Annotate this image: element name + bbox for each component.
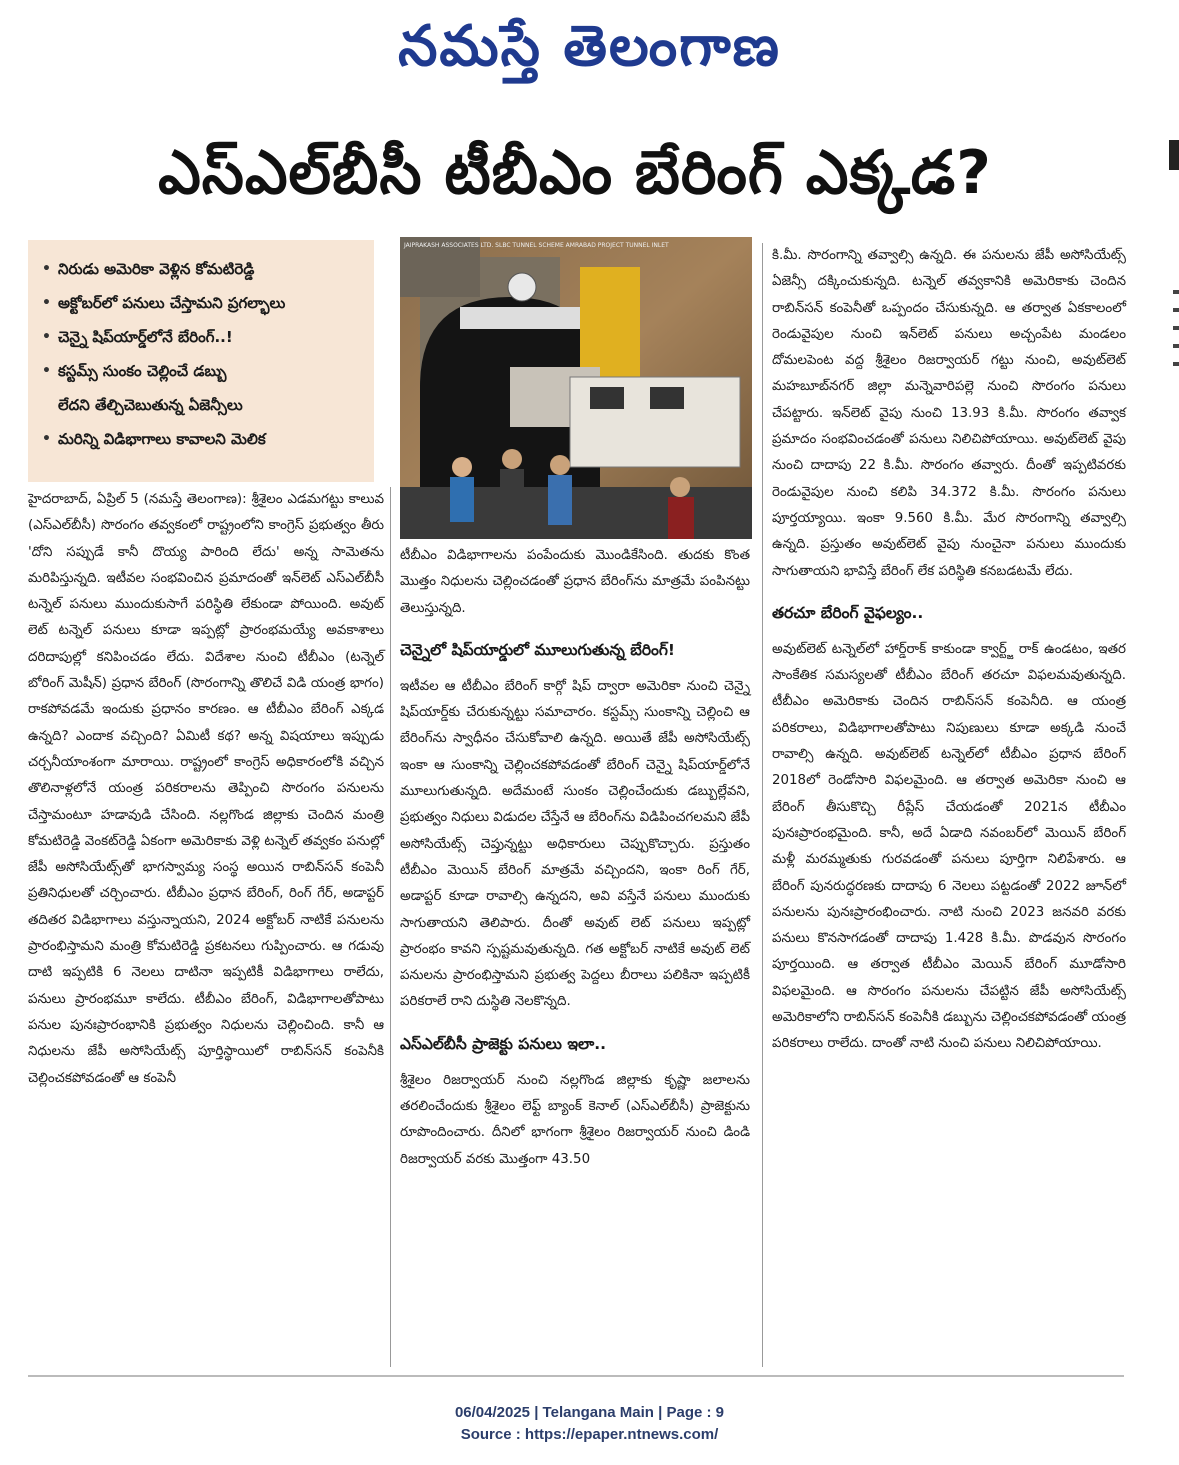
article-paragraph: శ్రీశైలం రిజర్వాయర్ నుంచి నల్లగొండ జిల్లాకు కృష్ణా జలాలను తరలించేందుకు శ్రీశైలం లెఫ్ట్ బ్యాంక్ కెనాల్ (ఎస్‌ఎల్‌బీసీ) ప్రాజెక్టును రూపొందించారు. దీనిలో భాగంగా శ్రీశైలం రిజర్వాయర్ నుంచి డిండి రిజర్వాయర్ వరకు మొత్తంగా 43.50 xyxy=(400,1072,750,1167)
section-subhead: చెన్నైలో షిప్‌యార్డులో మూలుగుతున్న బేరింగ్! xyxy=(400,640,675,659)
tunnel-photo xyxy=(400,237,752,539)
person xyxy=(452,457,472,477)
highlight-item xyxy=(42,286,364,320)
highlight-text: నిరుడు అమెరికా వెళ్లిన కోమటిరెడ్డి xyxy=(58,260,255,278)
article-paragraph: హైదరాబాద్, ఏప్రిల్ 5 (నమస్తే తెలంగాణ): శ్రీశైలం ఎడమగట్టు కాలువ (ఎస్‌ఎల్‌బీసీ) సొరంగం తవ్వకంలో రాష్ట్రంలోని కాంగ్రెస్ ప్రభుత్వం తీరు 'దోని సప్పుడే కానీ దొయ్య పారింది లేదు' అన్న సామెతను మరిపిస్తున్నది. ఇటీవల సంభవించిన ప్రమాదంతో ఇన్‌లెట్ ఎస్‌ఎల్‌బీసీ టన్నెల్ పనులు ముందుకుసాగే పరిస్థితి లేకుండా పోయింది. అవుట్ లెట్ టన్నెల్ పనులు కూడా ఇప్పట్లో ప్రారంభమయ్యే అవకాశాలు దరిదాపుల్లో కనిపించడం లేదు. విదేశాల నుంచి టీబీఎం (టన్నెల్ బోరింగ్ మెషీన్) ప్రధాన బేరింగ్ (సొరంగాన్ని తొలిచే విడి యంత్ర భాగం) రాకపోవడమే ఇందుకు ప్రధానం కారణం. ఆ టీబీఎం బేరింగ్ ఎక్కడ ఉన్నది? ఎందాక వచ్చింది? ఏమిటీ కథ? అన్న విషయాలు ఇప్పుడు చర్చనీయాంశంగా మారాయి. రాష్ట్రంలో కాంగ్రెస్ అధికారంలోకి వచ్చిన తొలినాళ్లలోనే యంత్ర పరికరాలను తెప్పించి సొరంగం పనులను చేస్తామంటూ హడావుడి చేసింది. నల్లగొండ జిల్లాకు చెందిన మంత్రి కోమటిరెడ్డి వెంకట్‌రెడ్డి ఏకంగా అమెరికాకు వెళ్లి టన్నెల్ తవ్వకం పనుల్లో జేపీ అసోసియేట్స్‌తో భాగస్వామ్య సంస్థ అయిన రాబిన్‌సన్ కంపెనీ ప్రతినిధులతో చర్చించారు. టీబీఎం ప్రధాన బేరింగ్, రింగ్ గేర్, అడాప్టర్ తదితర విడిభాగాలు వస్తున్నాయని, 2024 అక్టోబర్ నాటికే పనులను ప్రారంభిస్తామని మంత్రి కోమటిరెడ్డి ప్రకటనలు గుప్పించారు. ఆ గడువు దాటి ఇప్పటికి 6 నెలలు దాటినా ఇప్పటికీ విడిభాగాలు రాలేదు, పనులు ప్రారంభమూ కాలేదు. టీబీఎం బేరింగ్, విడిభాగాలతోపాటు పనుల పునఃప్రారంభానికి ప్రభుత్వం నిధులను చెల్లించింది. కానీ ఆ నిధులను జేపీ అసోసియేట్స్ పూర్తిస్థాయిలో రాబిన్‌సన్ కంపెనీకి చెల్లించకపోవడంతో ఆ కంపెనీ xyxy=(28,492,384,1086)
highlights-box xyxy=(28,240,374,482)
masthead-logo: నమస్తే తెలంగాణ xyxy=(398,13,781,79)
loco-window xyxy=(650,387,684,409)
column-rule xyxy=(390,487,391,1367)
person xyxy=(670,477,690,497)
tunnel-photo-illustration xyxy=(400,237,752,539)
highlight-text: కస్టమ్స్ సుంకం చెల్లించే డబ్బు లేదని తేల్చిచెబుతున్న ఏజెన్సీలు xyxy=(58,362,243,414)
person xyxy=(668,497,694,539)
person xyxy=(500,469,524,519)
article-column-2 xyxy=(400,543,750,1173)
highlight-item xyxy=(42,320,364,354)
column-rule xyxy=(762,243,763,1367)
person xyxy=(502,449,522,469)
highlight-text: మరిన్ని విడిభాగాలు కావాలని మెలిక xyxy=(58,430,266,448)
highlight-item xyxy=(42,252,364,286)
footer-divider xyxy=(28,1375,1124,1377)
article-paragraph: టీబీఎం విడిభాగాలను పంపేందుకు మొండికేసింది. తుదకు కొంత మొత్తం నిధులను చెల్లించడంతో ప్రధాన బేరింగ్‌ను మాత్రమే పంపినట్టు తెలుస్తున్నది. xyxy=(400,548,750,616)
highlight-item xyxy=(42,354,364,422)
article-paragraph: ఇటీవల ఆ టీబీఎం బేరింగ్ కార్గో షిప్ ద్వారా అమెరికా నుంచి చెన్నై షిప్‌యార్డ్‌కు చేరుకున్నట్టు సమాచారం. కస్టమ్స్ సుంకాన్ని చెల్లించి ఆ బేరింగ్‌ను స్వాధీనం చేసుకోవాలి ఉన్నది. అయితే జేపీ అసోసియేట్స్ ఇంకా ఆ సుంకాన్ని చెల్లించకపోవడంతో బేరింగ్ చెన్నై షిప్‌యార్డ్‌లోనే మూలుగుతున్నది. అదేమంటే సుంకం చెల్లించేందుకు డబ్బుల్లేవని, ప్రభుత్వం నిధులు విడుదల చేస్తేనే ఆ బేరింగ్‌ను విడిపించగలమని జేపీ అసోసియేట్స్ చెప్తున్నట్టు అధికారులు చెప్పుకొచ్చారు. ప్రస్తుతం టీబీఎం మెయిన్ బేరింగ్ మాత్రమే వచ్చిందని, ఇంకా రింగ్ గేర్, అడాప్టర్ కూడా రావాల్సి ఉన్నదని, అవి వస్తేనే పనులు ముందుకు సాగుతాయని తెలిపారు. దీంతో అవుట్ లెట్ పనులు ఇప్పట్లో ప్రారంభం కావని స్పష్టమవుతున్నది. గత అక్టోబర్ నాటికే అవుట్ లెట్ పనులను ప్రారంభిస్తామని ప్రభుత్వ పెద్దలు బీరాలు పలికినా ఇప్పటికీ పరికరాలే రాని దుస్థితి నెలకొన్నది. xyxy=(400,678,750,1010)
bullet-icon: • xyxy=(42,261,51,277)
headline: ఎస్‌ఎల్‌బీసీ టీబీఎం బేరింగ్ ఎక్కడ? xyxy=(158,138,992,208)
adjacent-article-edge xyxy=(1169,140,1179,170)
highlight-text: అక్టోబర్‌లో పనులు చేస్తామని ప్రగల్భాలు xyxy=(58,294,286,312)
highlight-text: చెన్నై షిప్‌యార్డ్‌లోనే బేరింగ్..! xyxy=(58,328,233,346)
article-column-3 xyxy=(772,243,1126,1058)
bullet-icon: • xyxy=(42,431,51,447)
person xyxy=(550,455,570,475)
person xyxy=(548,475,572,525)
bullet-icon: • xyxy=(42,363,51,379)
bullet-icon: • xyxy=(42,329,51,345)
loco-window xyxy=(590,387,624,409)
footer-date-page: 06/04/2025 | Telangana Main | Page : 9 xyxy=(454,1404,725,1421)
bullet-icon: • xyxy=(42,295,51,311)
article-column-1 xyxy=(28,487,384,1092)
highlight-item xyxy=(42,422,364,456)
ventilation-fan xyxy=(508,273,536,301)
person xyxy=(450,477,474,522)
article-paragraph: అవుట్‌లెట్ టన్నెల్‌లో హార్డ్‌రాక్ కాకుండా క్వార్ట్జ్ రాక్ ఉండటం, ఇతర సాంకేతిక సమస్యలతో టీబీఎం బేరింగ్ తరచూ విఫలమవుతున్నది. టీబీఎం అమెరికాకు చెందిన రాబిన్‌సన్ కంపెనీది. ఆ యంత్ర పరికరాలు, విడిభాగాలతోపాటు నిపుణులు కూడా అక్కడి నుంచే రావాల్సి ఉన్నది. అవుట్‌లెట్ టన్నెల్‌లో టీబీఎం ప్రధాన బేరింగ్ 2018లో రెండోసారి విఫలమైంది. ఆ తర్వాత అమెరికా నుంచి ఆ బేరింగ్ తీసుకొచ్చి రీప్లేస్ చేయడంతో 2021న టీబీఎం పునఃప్రారంభమైంది. కానీ, అదే ఏడాది నవంబర్‌లో మెయిన్ బేరింగ్ మళ్లీ మరమ్మతుకు గురవడంతో పనులు పూర్తిగా నిలిపేశారు. ఆ బేరింగ్ పునరుద్ధరణకు దాదాపు 6 నెలలు పట్టడంతో 2022 జూన్‌లో పనులను పునఃప్రారంభించారు. నాటి నుంచి 2023 జనవరి వరకు పనులు కొనసాగడంతో దాదాపు 1.428 కి.మీ. పొడవున సొరంగం పూర్తయింది. ఆ తర్వాత టీబీఎం మెయిన్ బేరింగ్ మూడోసారి విఫలమైంది. ఆ సొరంగం పనులను చేపట్టిన జేపీ అసోసియేట్స్ అమెరికాలోని రాబిన్‌సన్ కంపెనీకి డబ్బును చెల్లించకపోవడంతో యంత్ర పరికరాలు రాలేదు. దాంతో నాటి నుంచి పనులు నిలిచిపోయాయి. xyxy=(772,641,1126,1052)
article-paragraph: కి.మీ. సొరంగాన్ని తవ్వాల్సి ఉన్నది. ఈ పనులను జేపీ అసోసియేట్స్ ఏజెన్సీ దక్కించుకున్నది. టన్నెల్ తవ్వకానికి అమెరికాకు చెందిన రాబిన్‌సన్ కంపెనీతో ఒప్పందం చేసుకున్నది. ఆ తర్వాత ఏకకాలంలో రెండువైపుల నుంచి ఇన్‌లెట్ పనులు అచ్చంపేట మండలం దోమలపెంట వద్ద శ్రీశైలం రిజర్వాయర్ గట్టు నుంచి, అవుట్‌లెట్ మహబూబ్‌నగర్ జిల్లా మన్నెవారిపల్లె నుంచి సొరంగం పనులు చేపట్టారు. ఇన్‌లెట్ వైపు నుంచి 13.93 కి.మీ. సొరంగం తవ్వాక ప్రమాదం సంభవించడంతో పనులు నిలిచిపోయాయి. అవుట్‌లెట్ వైపు నుంచి దాదాపు 22 కి.మీ. సొరంగం తవ్వారు. దీంతో ఇప్పటివరకు రెండువైపుల నుంచి కలిపి 34.372 కి.మీ. సొరంగం పనులు పూర్తయ్యాయి. ఇంకా 9.560 కి.మీ. మేర సొరంగాన్ని తవ్వాల్సి ఉన్నది. ప్రస్తుతం అవుట్‌లెట్ వైపు నుంచైనా పనులు ముందుకు సాగుతాయని భావిస్తే బేరింగ్ లేక పరిస్థితి కనబడటమే లేదు. xyxy=(772,248,1126,579)
section-subhead: తరచూ బేరింగ్ వైఫల్యం.. xyxy=(772,603,924,622)
section-subhead: ఎస్‌ఎల్‌బీసీ ప్రాజెక్టు పనులు ఇలా.. xyxy=(400,1034,606,1053)
tunnel-sign-text: JAIPRAKASH ASSOCIATES LTD. SLBC TUNNEL SCHEME AMRABAD PROJECT TUNNEL INLET xyxy=(404,242,669,249)
adjacent-article-edge-text xyxy=(1173,290,1179,380)
footer-source-link[interactable]: Source : https://epaper.ntnews.com/ xyxy=(460,1426,719,1443)
